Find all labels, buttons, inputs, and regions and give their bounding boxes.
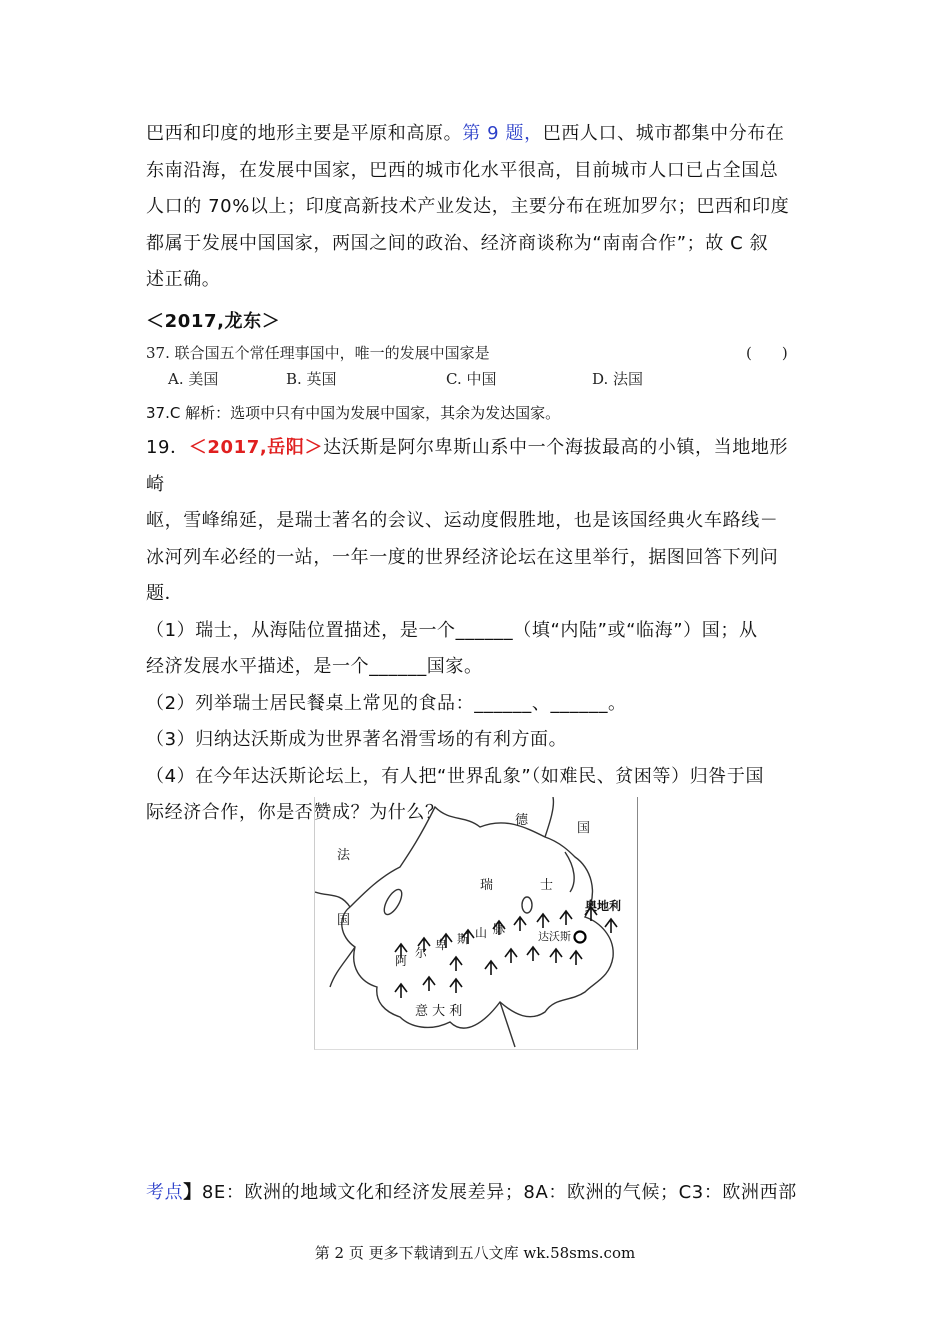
label-alps-2: 尔: [415, 946, 428, 960]
label-austria: 奥地利: [585, 899, 622, 913]
question-ref-link: 第 9 题，: [462, 123, 543, 144]
mountain-symbols: [395, 907, 617, 998]
intro-line-3: 人口的 70%以上；印度高新技术产业发达，主要分布在班加罗尔；巴西和印度: [146, 196, 790, 217]
kaodian-label: 考点: [146, 1182, 184, 1203]
q37-answer: 37.C 解析：选项中只有中国为发展中国家，其余为发达国家。: [146, 404, 561, 422]
label-guo-top: 国: [577, 821, 591, 836]
q19-sub-4a: （4）在今年达沃斯论坛上，有人把“世界乱象”（如难民、贫困等）归咎于国: [146, 765, 765, 787]
q19-line-2: 岖，雪峰绵延，是瑞士著名的会议、运动度假胜地，也是该国经典火车路线－: [146, 510, 779, 531]
q37-scanned-question: [146, 342, 816, 394]
q37-paren: ( ): [746, 344, 788, 362]
kaodian-line: 考点】8E：欧洲的地域文化和经济发展差异；8A：欧洲的气候；C3：欧洲西部: [146, 1182, 797, 1203]
q19-sub-1a: （1）瑞士，从海陆位置描述，是一个______（填“内陆”或“临海”）国；从: [146, 619, 758, 641]
davos-marker-icon: [575, 932, 586, 943]
label-rui: 瑞: [480, 878, 494, 893]
q19-line-4: 题．: [146, 583, 184, 604]
label-de: 德: [515, 813, 529, 828]
label-alps-1: 阿: [395, 954, 408, 968]
q37-option-a: A. 美国: [168, 370, 219, 388]
q19-sub-3: （3）归纳达沃斯成为世界著名滑雪场的有利方面。: [146, 729, 568, 750]
q19-sub-2: （2）列举瑞士居民餐桌上常见的食品：______、______。: [146, 692, 627, 714]
map-borders: [315, 797, 613, 1047]
intro-paragraph: [146, 116, 806, 299]
intro-line-2: 东南沿海，在发展中国家，巴西的城市化水平很高，目前城市人口已占全国总: [146, 159, 779, 181]
label-alps-4: 斯: [457, 932, 470, 946]
intro-line-5: 述正确。: [146, 269, 221, 290]
map-figure: [315, 797, 637, 1049]
label-davos: 达沃斯: [538, 930, 571, 943]
q37-stem: 37. 联合国五个常任理事国中，唯一的发展中国家是: [146, 344, 490, 362]
source-tag-yueyang: ＜2017,岳阳＞: [188, 437, 324, 458]
q19-sub-4b: 际经济合作，你是否赞成？为什么？: [146, 802, 444, 823]
label-italy: 意 大 利: [415, 1004, 463, 1019]
label-alps-6: 脉: [493, 922, 506, 936]
label-fa: 法: [337, 848, 351, 863]
page-footer: 第 2 页 更多下载请到五八文库 wk.58sms.com: [314, 1244, 636, 1262]
q37-option-b: B. 英国: [286, 370, 337, 388]
q19-block: [146, 430, 806, 832]
label-shi: 士: [540, 878, 554, 893]
q37-option-c: C. 中国: [446, 370, 497, 388]
label-alps-5: 山: [475, 926, 488, 940]
q19-line-1: 19．＜2017,岳阳＞达沃斯是阿尔卑斯山系中一个海拔最高的小镇，当地地形崎: [146, 437, 789, 495]
intro-line-1: 巴西和印度的地形主要是平原和高原。第 9 题，巴西人口、城市都集中分布在: [146, 123, 785, 144]
q37-option-d: D. 法国: [592, 370, 644, 388]
label-guo-left: 国: [337, 913, 351, 928]
switzerland-map: [314, 797, 638, 1050]
q19-sub-1b: 经济发展水平描述，是一个______国家。: [146, 656, 483, 677]
q19-line-3: 冰河列车必经的一站，一年一度的世界经济论坛在这里举行，据图回答下列问: [146, 546, 779, 568]
label-alps-3: 卑: [435, 938, 448, 952]
source-tag-longdong: ＜2017,龙东＞: [146, 311, 281, 332]
intro-line-4: 都属于发展中国国家，两国之间的政治、经济商谈称为“南南合作”；故 C 叙: [146, 232, 769, 254]
